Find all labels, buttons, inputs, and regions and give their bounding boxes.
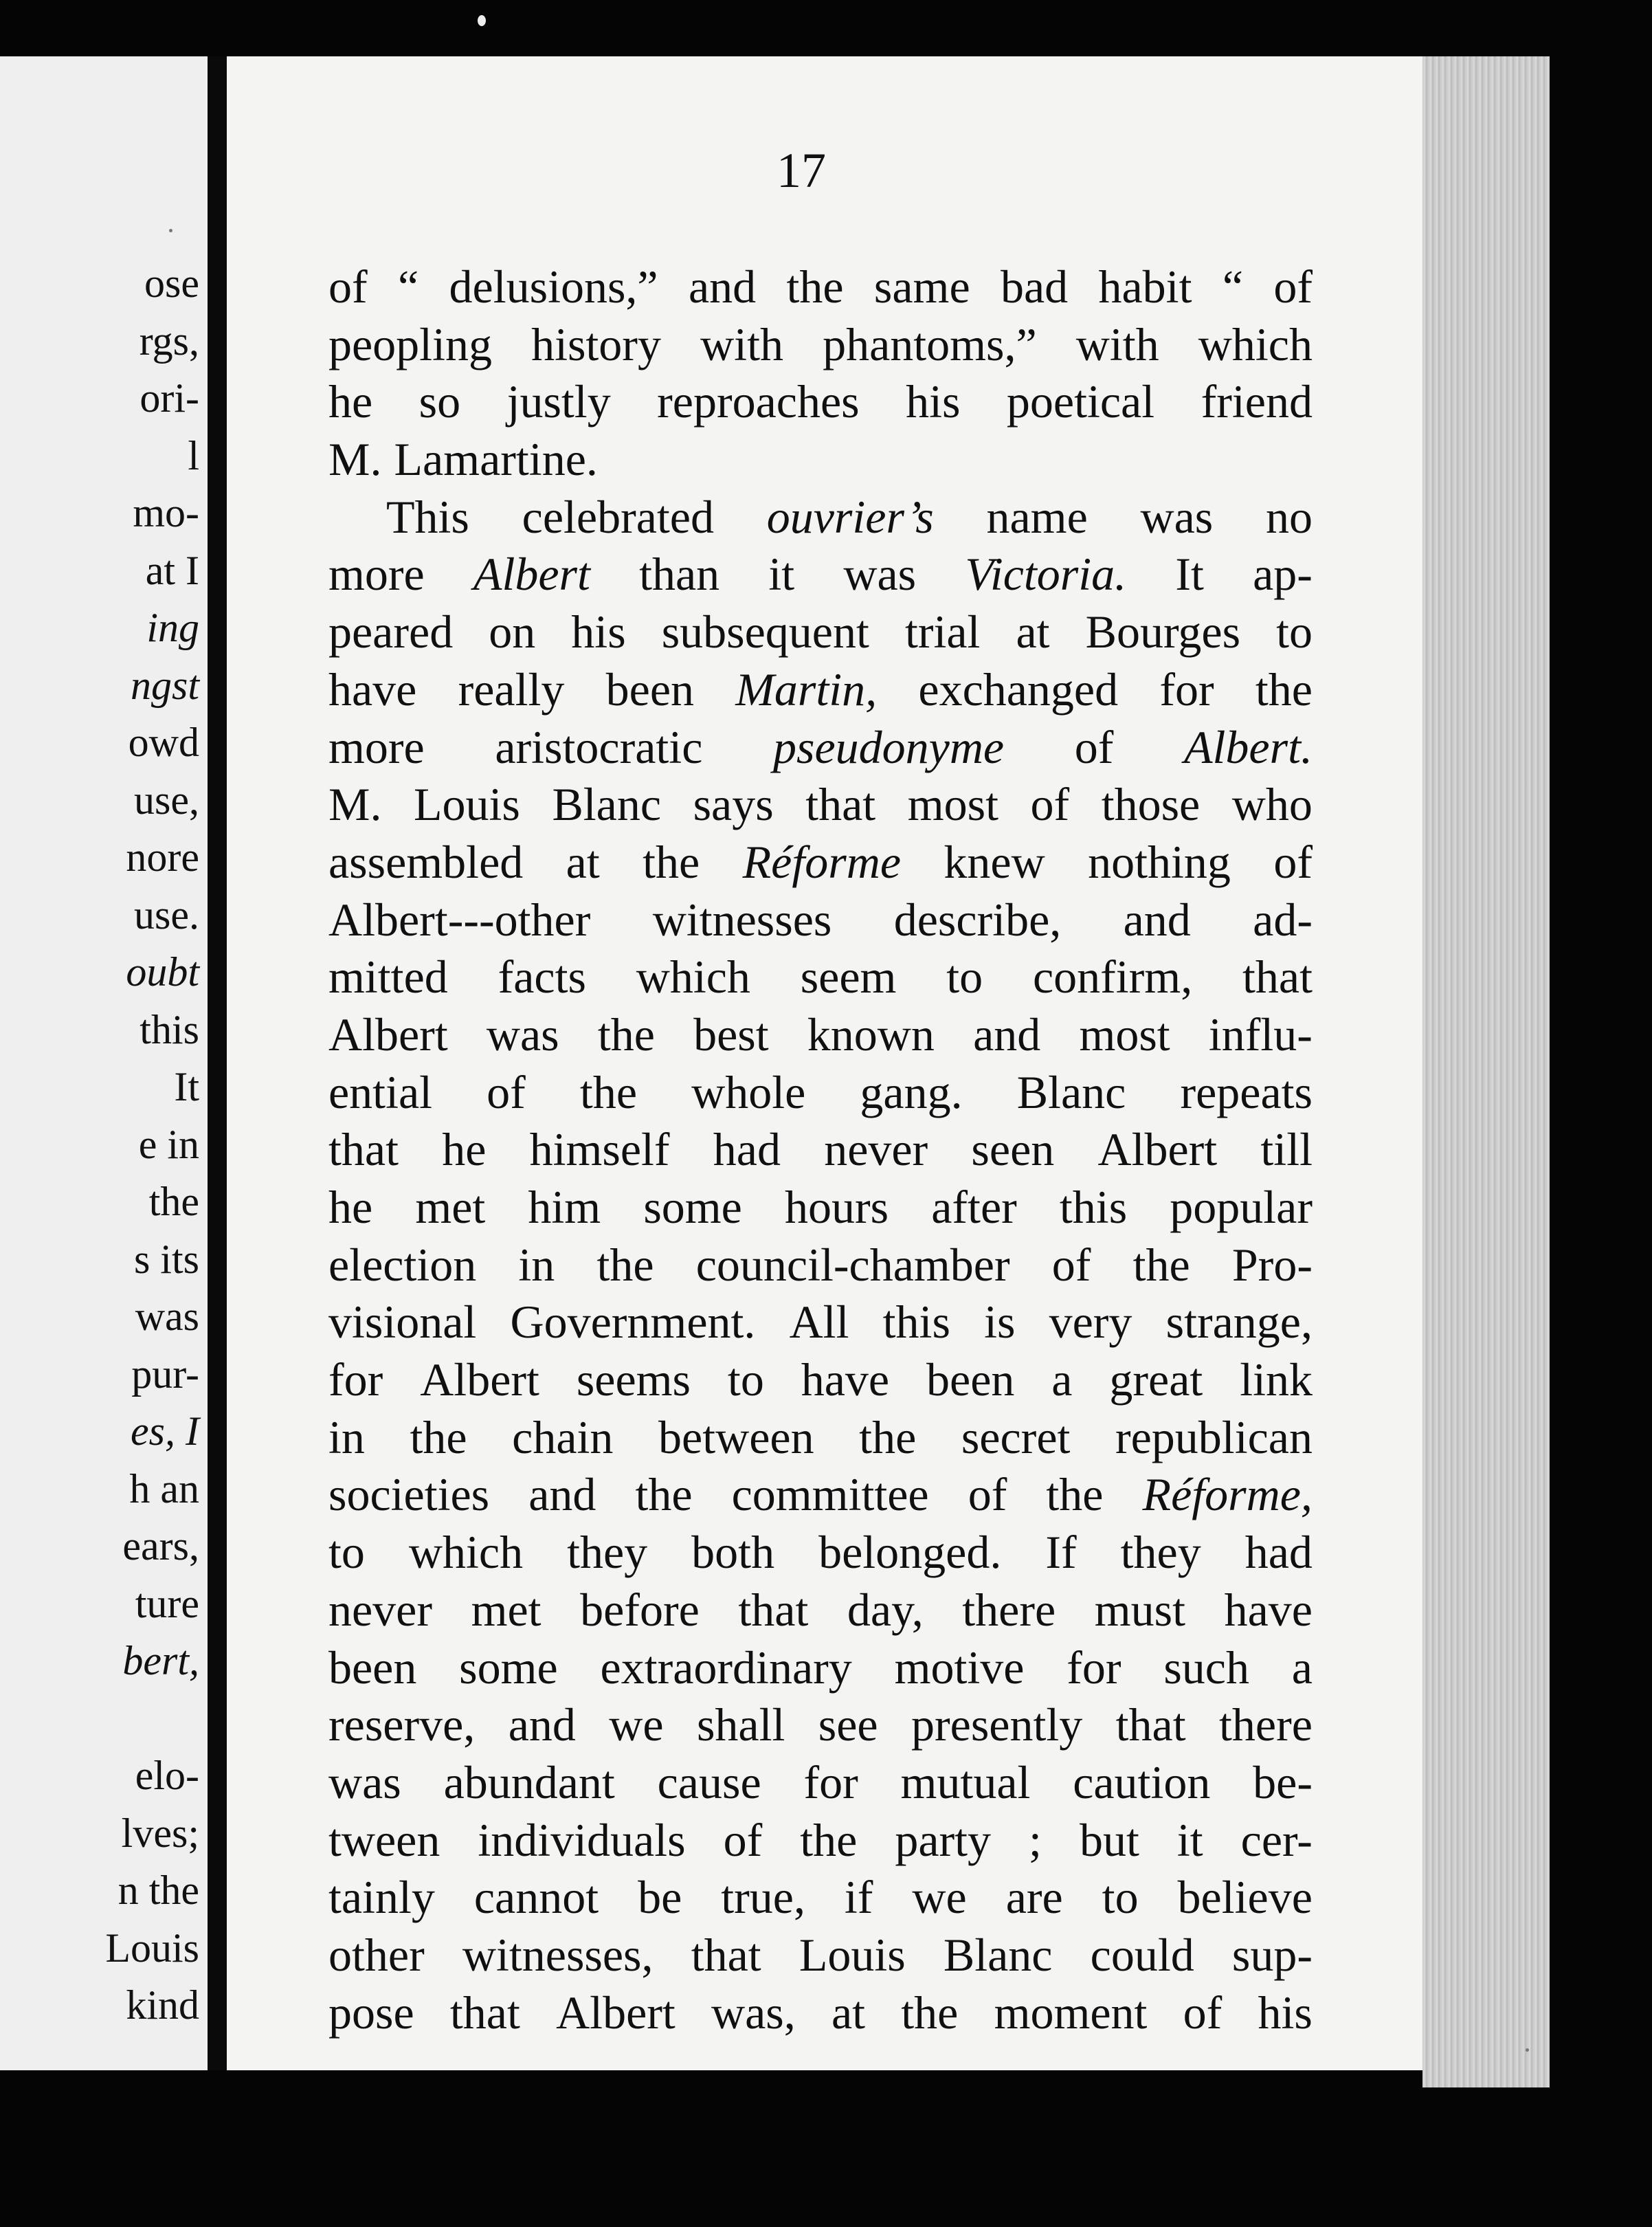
word: peared <box>328 606 454 658</box>
previous-page-line: oubt <box>126 949 199 995</box>
word: between <box>658 1410 814 1463</box>
italic-word: Albert <box>473 548 590 601</box>
word: of <box>328 261 368 313</box>
word: chain <box>512 1410 614 1463</box>
text-line <box>328 1351 1313 1409</box>
word: Blanc <box>552 778 662 831</box>
word: history <box>531 318 661 370</box>
word: never <box>824 1123 928 1176</box>
previous-page-line: s its <box>133 1236 199 1282</box>
word: have <box>801 1353 890 1406</box>
previous-page-line: l <box>188 432 199 478</box>
body-text <box>328 258 1313 2041</box>
word: there <box>962 1583 1056 1636</box>
word: more <box>328 548 425 601</box>
word: phantoms,” <box>823 318 1037 370</box>
previous-page-line: this <box>139 1006 199 1052</box>
word: his <box>906 375 961 428</box>
word: bad <box>1000 261 1069 313</box>
word: had <box>713 1123 781 1176</box>
word: at <box>831 1986 866 2039</box>
previous-page-line: It <box>174 1064 199 1109</box>
word: the <box>410 1410 467 1463</box>
previous-page-line: ture <box>135 1580 199 1626</box>
previous-page-line: pur- <box>131 1351 199 1397</box>
word: sup- <box>1231 1928 1313 1981</box>
scan-artifact <box>478 15 486 26</box>
word: republican <box>1115 1410 1313 1463</box>
text-line <box>328 1409 1313 1467</box>
word: ential <box>328 1065 433 1118</box>
word: the <box>597 1008 655 1061</box>
word: extraordinary <box>600 1641 852 1694</box>
previous-page-line: h an <box>129 1465 199 1511</box>
word: his <box>1258 1986 1313 2039</box>
italic-word: Martin, <box>735 663 878 716</box>
word: popular <box>1170 1181 1313 1233</box>
previous-page-line: was <box>135 1294 199 1339</box>
word: is <box>984 1296 1016 1349</box>
word: if <box>844 1871 873 1924</box>
word: the <box>635 1468 693 1521</box>
word: Albert <box>328 1008 448 1061</box>
word: see <box>818 1698 878 1751</box>
text-line <box>328 776 1313 834</box>
previous-page-line: owd <box>128 720 199 765</box>
word: that <box>738 1583 809 1636</box>
text-line <box>328 1064 1313 1122</box>
word: Blanc <box>1016 1065 1126 1118</box>
word: Albert---other <box>328 893 591 946</box>
previous-page-line: at I <box>145 547 199 593</box>
word: that <box>1242 951 1313 1004</box>
word: Bourges <box>1085 606 1241 658</box>
word: which <box>636 951 750 1004</box>
word: true, <box>721 1871 805 1924</box>
word: to <box>328 1526 365 1579</box>
word: mitted <box>328 951 448 1004</box>
word: knew <box>944 835 1045 888</box>
previous-page-line: nore <box>126 834 199 880</box>
previous-page-line: bert, <box>122 1638 199 1683</box>
word: met <box>471 1583 542 1636</box>
word: at <box>1016 606 1050 658</box>
text-line <box>328 1754 1313 1812</box>
word: to <box>1102 1871 1139 1924</box>
word: best <box>693 1008 769 1061</box>
text-line <box>328 1696 1313 1754</box>
word: that <box>691 1928 761 1981</box>
word: those <box>1101 778 1201 831</box>
word: there <box>1219 1698 1313 1751</box>
word: Lamartine. <box>394 433 598 486</box>
previous-page-line: use. <box>134 891 199 938</box>
word: before <box>580 1583 700 1636</box>
word: on <box>489 606 536 658</box>
word: caution <box>1073 1755 1211 1808</box>
word: for <box>1067 1641 1121 1694</box>
previous-page-fragment <box>0 56 209 2070</box>
word: describe, <box>893 893 1062 946</box>
word: moment <box>994 1986 1148 2039</box>
word: habit <box>1098 261 1192 313</box>
word: Pro- <box>1231 1238 1313 1291</box>
previous-page-line: es, I <box>131 1408 199 1454</box>
text-line <box>328 1466 1313 1524</box>
word: great <box>1109 1353 1203 1406</box>
word: have <box>1224 1583 1313 1636</box>
previous-page-line: Louis <box>105 1925 199 1971</box>
word: All <box>789 1296 849 1349</box>
text-line <box>328 603 1313 661</box>
word: which <box>408 1526 524 1579</box>
word: witnesses, <box>462 1928 654 1981</box>
word: motive <box>894 1641 1025 1694</box>
word: this <box>1059 1181 1128 1233</box>
word: aristocratic <box>495 720 703 773</box>
word: have <box>328 663 417 716</box>
word: abundant <box>443 1755 615 1808</box>
word: This <box>386 490 469 543</box>
word: of <box>723 1813 763 1866</box>
word: ; <box>1029 1813 1042 1866</box>
word: known <box>807 1008 935 1061</box>
word: friend <box>1201 375 1313 428</box>
word: Blanc <box>943 1928 1053 1981</box>
word: reserve, <box>328 1698 476 1751</box>
word: with <box>700 318 783 370</box>
word: tween <box>328 1813 440 1866</box>
word: was <box>328 1755 401 1808</box>
previous-page-line: mo- <box>133 490 199 535</box>
word: link <box>1240 1353 1313 1406</box>
word: justly <box>506 375 611 428</box>
word: seen <box>971 1123 1055 1176</box>
word: delusions,” <box>449 261 658 313</box>
word: for <box>1159 663 1214 716</box>
word: individuals <box>478 1813 686 1866</box>
text-line <box>328 1812 1313 1870</box>
word: name <box>986 490 1088 543</box>
word: hours <box>785 1181 889 1233</box>
italic-word: Victoria. <box>965 548 1127 601</box>
word: a <box>1291 1641 1313 1694</box>
word: of <box>968 1468 1007 1521</box>
word: peopling <box>328 318 492 370</box>
word: himself <box>529 1123 670 1176</box>
word: says <box>693 778 774 831</box>
word: which <box>1198 318 1313 370</box>
text-line <box>328 1006 1313 1064</box>
book-gutter <box>208 56 227 2070</box>
word: influ- <box>1208 1008 1313 1061</box>
text-line <box>328 373 1313 431</box>
word: secret <box>961 1410 1071 1463</box>
word: he <box>328 1181 373 1233</box>
text-line <box>328 1179 1313 1237</box>
word: celebrated <box>522 490 714 543</box>
previous-page-line: kind <box>126 1982 199 2028</box>
scan-speck <box>1526 2048 1529 2052</box>
text-line <box>328 1121 1313 1179</box>
word: election <box>328 1238 477 1291</box>
word: facts <box>498 951 586 1004</box>
previous-page-line: ori- <box>139 375 199 421</box>
word: cause <box>657 1755 761 1808</box>
word: cannot <box>473 1871 599 1924</box>
word: Louis <box>799 1928 906 1981</box>
italic-word: ouvrier’s <box>766 490 934 543</box>
word: after <box>931 1181 1017 1233</box>
word: the <box>859 1410 917 1463</box>
text-line <box>328 1237 1313 1294</box>
text-line <box>328 1869 1313 1927</box>
text-line <box>328 1582 1313 1639</box>
word: day, <box>847 1583 924 1636</box>
word: It <box>1175 548 1204 601</box>
word: never <box>328 1583 433 1636</box>
word: and <box>528 1468 596 1521</box>
text-line <box>328 258 1313 316</box>
word: If <box>1045 1526 1077 1579</box>
scan-speck <box>169 229 172 232</box>
previous-page-line: ose <box>144 261 199 306</box>
word: was <box>1140 490 1214 543</box>
previous-page-line: ears, <box>122 1523 199 1569</box>
previous-page-line: rgs, <box>139 318 199 364</box>
word: him <box>528 1181 601 1233</box>
word: the <box>579 1065 637 1118</box>
word: with <box>1075 318 1159 370</box>
word: strange, <box>1165 1296 1313 1349</box>
word: till <box>1260 1123 1313 1176</box>
word: but <box>1079 1813 1139 1866</box>
word: and <box>688 261 757 313</box>
word: to <box>946 951 983 1004</box>
text-line <box>328 891 1313 949</box>
word: that <box>449 1986 520 2039</box>
word: was, <box>711 1986 796 2039</box>
word: for <box>803 1755 858 1808</box>
word: the <box>643 835 700 888</box>
word: same <box>873 261 970 313</box>
word: some <box>643 1181 742 1233</box>
word: shall <box>696 1698 785 1751</box>
word: repeats <box>1180 1065 1313 1118</box>
word: subsequent <box>661 606 869 658</box>
text-line <box>328 719 1313 777</box>
word: most <box>1079 1008 1170 1061</box>
word: a <box>1051 1353 1073 1406</box>
word: they <box>567 1526 648 1579</box>
word: been <box>605 663 695 716</box>
word: for <box>328 1353 383 1406</box>
word: of <box>1183 1986 1223 2039</box>
word: been <box>926 1353 1015 1406</box>
word: party <box>895 1813 992 1866</box>
italic-word: Albert. <box>1184 720 1313 773</box>
previous-page-line: e in <box>138 1121 199 1167</box>
word: be- <box>1253 1755 1313 1808</box>
text-line <box>328 949 1313 1006</box>
word: of <box>487 1065 526 1118</box>
word: we <box>609 1698 664 1751</box>
word: “ <box>398 261 419 313</box>
word: confirm, <box>1032 951 1193 1004</box>
word: to <box>727 1353 764 1406</box>
word: witnesses <box>652 893 832 946</box>
word: could <box>1090 1928 1194 1981</box>
text-line <box>328 1524 1313 1582</box>
text-line <box>328 834 1313 891</box>
word: the <box>786 261 844 313</box>
word: exchanged <box>918 663 1119 716</box>
word: of <box>1074 720 1114 773</box>
word: M. <box>328 778 382 831</box>
word: ap- <box>1253 548 1313 601</box>
word: “ <box>1222 261 1243 313</box>
word: that <box>1115 1698 1186 1751</box>
previous-page-line: elo- <box>135 1753 199 1798</box>
word: the <box>1046 1468 1104 1521</box>
previous-page-line: lves; <box>121 1810 199 1856</box>
word: they <box>1120 1526 1201 1579</box>
page-number: 17 <box>777 143 826 198</box>
word: at <box>566 835 600 888</box>
word: ad- <box>1253 893 1313 946</box>
word: Government. <box>510 1296 756 1349</box>
text-line <box>328 1639 1313 1697</box>
word: cer- <box>1240 1813 1313 1866</box>
word: are <box>1005 1871 1063 1924</box>
word: Albert <box>420 1353 539 1406</box>
word: than <box>639 548 720 601</box>
word: be <box>638 1871 682 1924</box>
word: the <box>596 1238 654 1291</box>
word: most <box>907 778 998 831</box>
page-edges <box>1422 56 1550 2087</box>
word: and <box>508 1698 576 1751</box>
word: presently <box>911 1698 1083 1751</box>
word: and <box>973 1008 1041 1061</box>
word: pose <box>328 1986 414 2039</box>
word: was <box>486 1008 559 1061</box>
word: really <box>458 663 565 716</box>
word: in <box>328 1410 365 1463</box>
word: assembled <box>328 835 524 888</box>
word: reproaches <box>657 375 860 428</box>
word: belonged. <box>818 1526 1002 1579</box>
italic-word: pseudonyme <box>773 720 1005 773</box>
word: who <box>1231 778 1313 831</box>
previous-page-line: ing <box>146 605 199 650</box>
text-line <box>328 1294 1313 1351</box>
text-line <box>328 661 1313 719</box>
word: no <box>1266 490 1313 543</box>
word: the <box>1132 1238 1190 1291</box>
word: it <box>768 548 795 601</box>
word: the <box>800 1813 858 1866</box>
word: whole <box>691 1065 806 1118</box>
word: we <box>912 1871 967 1924</box>
previous-page-line: ngst <box>130 662 199 708</box>
text-line <box>328 489 1313 546</box>
word: the <box>901 1986 959 2039</box>
word: gang. <box>860 1065 963 1118</box>
word: Albert <box>556 1986 676 2039</box>
previous-page-line: use, <box>134 777 199 823</box>
word: he <box>442 1123 487 1176</box>
word: tainly <box>328 1871 435 1924</box>
word: Albert <box>1097 1123 1218 1176</box>
word: committee <box>731 1468 929 1521</box>
text-line <box>328 546 1313 603</box>
word: of <box>1273 261 1313 313</box>
word: both <box>691 1526 775 1579</box>
word: believe <box>1177 1871 1313 1924</box>
word: was <box>843 548 917 601</box>
word: that <box>805 778 876 831</box>
word: to <box>1276 606 1313 658</box>
word: met <box>415 1181 486 1233</box>
word: council-chamber <box>695 1238 1010 1291</box>
word: other <box>328 1928 425 1981</box>
word: poetical <box>1006 375 1155 428</box>
word: of <box>1273 835 1313 888</box>
word: Louis <box>414 778 520 831</box>
word: this <box>882 1296 950 1349</box>
word: societies <box>328 1468 490 1521</box>
word: had <box>1244 1526 1313 1579</box>
word: some <box>459 1641 558 1694</box>
text-line <box>328 431 1313 489</box>
word: the <box>1255 663 1313 716</box>
italic-word: Réforme, <box>1142 1468 1313 1521</box>
previous-page-line: the <box>148 1179 199 1224</box>
word: such <box>1163 1641 1249 1694</box>
word: of <box>1051 1238 1091 1291</box>
word: been <box>328 1641 417 1694</box>
word: very <box>1049 1296 1132 1349</box>
word: seem <box>800 951 897 1004</box>
word: M. <box>328 433 382 486</box>
text-line <box>328 316 1313 374</box>
word: of <box>1030 778 1070 831</box>
word: mutual <box>900 1755 1031 1808</box>
text-line <box>328 1984 1313 2042</box>
word: trial <box>904 606 981 658</box>
word: it <box>1176 1813 1203 1866</box>
word: that <box>328 1123 399 1176</box>
text-line <box>328 1927 1313 1984</box>
word: visional <box>328 1296 477 1349</box>
previous-page-line: n the <box>118 1868 199 1913</box>
word: his <box>571 606 626 658</box>
word: must <box>1094 1583 1185 1636</box>
word: in <box>518 1238 555 1291</box>
word: seems <box>576 1353 691 1406</box>
word: nothing <box>1088 835 1231 888</box>
word: and <box>1123 893 1191 946</box>
word: so <box>418 375 461 428</box>
word: he <box>328 375 373 428</box>
word: more <box>328 720 425 773</box>
italic-word: Réforme <box>742 835 902 888</box>
